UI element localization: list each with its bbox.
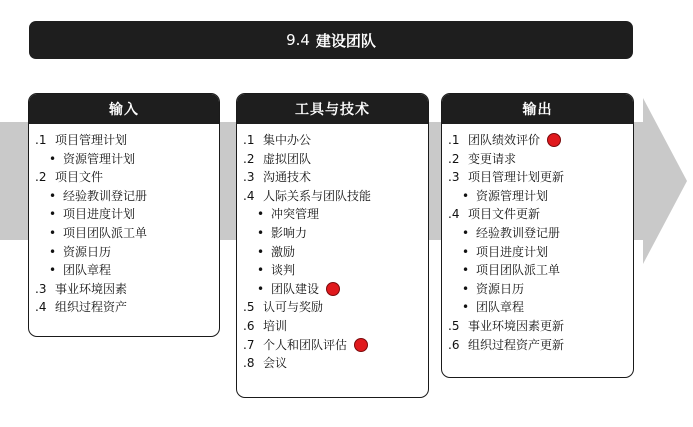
- red-dot-marker-icon: [326, 282, 340, 296]
- list-subitem: [442, 261, 633, 280]
- item-number: .4: [35, 300, 47, 315]
- item-number: .6: [448, 337, 460, 352]
- item-label: 冲突管理: [271, 207, 320, 222]
- process-title-bar: [29, 21, 633, 59]
- item-number: .4: [448, 207, 460, 222]
- bullet-point: •: [49, 207, 57, 222]
- tools-header: 工具与技术: [237, 94, 428, 124]
- item-number: .2: [243, 151, 255, 166]
- item-label: 集中办公: [263, 133, 312, 147]
- red-dot-marker-icon: [547, 133, 561, 147]
- bullet-point: •: [257, 281, 265, 296]
- list-item: [237, 298, 428, 317]
- item-label: 影响力: [271, 225, 308, 240]
- bullet-point: •: [462, 244, 470, 259]
- item-label: 会议: [263, 356, 288, 371]
- item-label: 项目文件: [55, 170, 104, 185]
- bullet-point: •: [49, 188, 57, 203]
- item-number: .1: [35, 133, 47, 147]
- list-item: [237, 131, 428, 150]
- item-number: .1: [448, 133, 460, 147]
- item-label: 认可与奖励: [263, 300, 324, 315]
- list-subitem: [237, 224, 428, 243]
- item-number: .3: [243, 170, 255, 185]
- list-subitem: [442, 280, 633, 299]
- bullet-point: •: [49, 151, 57, 166]
- item-number: .3: [448, 170, 460, 185]
- item-label: 资源日历: [63, 244, 112, 259]
- item-number: .4: [243, 188, 255, 203]
- list-item: [29, 298, 219, 317]
- process-number: 9.4: [286, 31, 310, 49]
- bullet-point: •: [462, 300, 470, 315]
- item-number: .5: [243, 300, 255, 315]
- list-subitem: [442, 187, 633, 206]
- item-label: 团队章程: [476, 300, 525, 315]
- list-subitem: [29, 187, 219, 206]
- list-item: [237, 317, 428, 336]
- item-label: 资源管理计划: [476, 188, 549, 203]
- list-item: [237, 150, 428, 169]
- list-subitem: [237, 243, 428, 262]
- item-label: 经验教训登记册: [63, 188, 148, 203]
- tools-list: [237, 124, 428, 373]
- item-number: .6: [243, 318, 255, 333]
- tools-box: [236, 93, 429, 398]
- item-label: 项目管理计划: [55, 133, 128, 147]
- item-label: 变更请求: [468, 151, 517, 166]
- list-item: [442, 131, 633, 150]
- item-label: 组织过程资产更新: [468, 337, 565, 352]
- bullet-point: •: [257, 225, 265, 240]
- list-subitem: [442, 243, 633, 262]
- list-item: [442, 205, 633, 224]
- bullet-point: •: [49, 225, 57, 240]
- list-item: [29, 168, 219, 187]
- bullet-point: •: [257, 263, 265, 278]
- item-label: 项目进度计划: [476, 244, 549, 259]
- item-number: .7: [243, 337, 255, 352]
- item-label: 团队绩效评价: [468, 133, 541, 147]
- item-number: .2: [448, 151, 460, 166]
- list-subitem: [237, 205, 428, 224]
- item-number: .2: [35, 170, 47, 185]
- item-label: 沟通技术: [263, 170, 312, 185]
- list-item: [29, 131, 219, 150]
- item-label: 团队章程: [63, 263, 112, 278]
- bullet-point: •: [462, 263, 470, 278]
- list-item: [442, 150, 633, 169]
- item-label: 个人和团队评估: [263, 337, 348, 352]
- list-subitem: [29, 261, 219, 280]
- list-item: [237, 168, 428, 187]
- list-subitem: [29, 243, 219, 262]
- bullet-point: •: [462, 225, 470, 240]
- list-item: [442, 336, 633, 355]
- list-subitem: [29, 205, 219, 224]
- item-label: 团队建设: [271, 281, 320, 296]
- inputs-box: [28, 93, 220, 337]
- bullet-point: •: [462, 188, 470, 203]
- list-item: [442, 317, 633, 336]
- outputs-list: [442, 124, 633, 354]
- bullet-point: •: [257, 244, 265, 259]
- item-label: 人际关系与团队技能: [263, 188, 372, 203]
- inputs-list: [29, 124, 219, 317]
- item-label: 事业环境因素更新: [468, 318, 565, 333]
- list-item: [237, 336, 428, 355]
- list-subitem: [29, 224, 219, 243]
- item-number: .1: [243, 133, 255, 147]
- list-item: [442, 168, 633, 187]
- item-number: .8: [243, 356, 255, 371]
- item-label: 项目团队派工单: [476, 263, 561, 278]
- red-dot-marker-icon: [354, 338, 368, 352]
- item-number: .3: [35, 281, 47, 296]
- list-subitem: [29, 150, 219, 169]
- list-subitem: [237, 261, 428, 280]
- list-subitem: [237, 280, 428, 299]
- outputs-header: 输出: [442, 94, 633, 124]
- item-label: 资源管理计划: [63, 151, 136, 166]
- item-label: 项目文件更新: [468, 207, 541, 222]
- bullet-point: •: [462, 281, 470, 296]
- list-item: [237, 354, 428, 373]
- item-label: 项目团队派工单: [63, 225, 148, 240]
- item-label: 培训: [263, 318, 288, 333]
- inputs-header: 输入: [29, 94, 219, 124]
- list-item: [29, 280, 219, 299]
- item-label: 谈判: [271, 263, 296, 278]
- process-name: 建设团队: [315, 31, 376, 50]
- item-label: 组织过程资产: [55, 300, 128, 315]
- list-subitem: [442, 298, 633, 317]
- item-label: 虚拟团队: [263, 151, 312, 166]
- item-label: 项目进度计划: [63, 207, 136, 222]
- list-subitem: [442, 224, 633, 243]
- bullet-point: •: [49, 263, 57, 278]
- item-label: 资源日历: [476, 281, 525, 296]
- item-label: 事业环境因素: [55, 281, 128, 296]
- outputs-box: [441, 93, 634, 378]
- bullet-point: •: [49, 244, 57, 259]
- item-label: 激励: [271, 244, 296, 259]
- list-item: [237, 187, 428, 206]
- item-label: 项目管理计划更新: [468, 170, 565, 185]
- item-label: 经验教训登记册: [476, 225, 561, 240]
- bullet-point: •: [257, 207, 265, 222]
- item-number: .5: [448, 318, 460, 333]
